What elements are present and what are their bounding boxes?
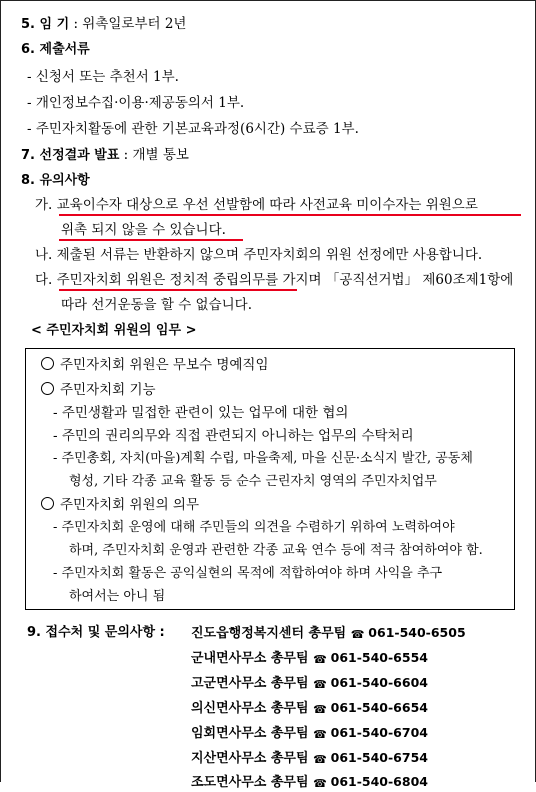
phone-icon: ☎ bbox=[313, 777, 327, 790]
office-name: 지산면사무소 총무팀 bbox=[191, 751, 309, 766]
term-line: 5. 임 기 : 위촉일로부터 2년 bbox=[21, 16, 187, 32]
office-name: 조도면사무소 총무팀 bbox=[191, 775, 309, 790]
phone-icon: ☎ bbox=[313, 753, 327, 766]
circle-bullet-icon bbox=[41, 497, 54, 510]
function-item-line2: 형성, 기타 각종 교육 활동 등 순수 근린자치 영역의 주민자치업무 bbox=[69, 474, 437, 489]
duty-circle-item: 주민자치회 기능 bbox=[41, 381, 535, 399]
term-text: 위촉일로부터 2년 bbox=[82, 16, 187, 32]
red-underline bbox=[59, 289, 297, 291]
contact-row bbox=[191, 674, 428, 693]
contact-row bbox=[191, 624, 466, 643]
phone-number: 061-540-6554 bbox=[330, 650, 428, 665]
phone-number: 061-540-6505 bbox=[368, 625, 466, 640]
note-da-line1: 다. 주민자치회 위원은 정치적 중립의무를 가지며 「공직선거법」 제60조제1항에 bbox=[35, 272, 514, 288]
contact-row bbox=[191, 649, 428, 668]
office-name: 의신면사무소 총무팀 bbox=[191, 701, 309, 716]
note-ga-line1: 가. 교육이수자 대상으로 우선 선발함에 따라 사전교육 미이수자는 위원으로 bbox=[35, 197, 478, 213]
obligation-item-line1: - 주민자치회 활동은 공익실현의 목적에 적합하여야 하며 사익을 추구 bbox=[53, 566, 443, 581]
obligation-item-line2: 하며, 주민자치회 운영과 관련한 각종 교육 연수 등에 적극 참여하여야 함. bbox=[69, 543, 483, 558]
phone-icon: ☎ bbox=[350, 628, 365, 641]
document-item: - 주민자치활동에 관한 기본교육과정(6시간) 수료증 1부. bbox=[27, 121, 359, 137]
phone-icon: ☎ bbox=[313, 653, 327, 666]
office-name: 진도읍행정복지센터 총무팀 bbox=[191, 626, 347, 641]
office-name: 고군면사무소 총무팀 bbox=[191, 676, 309, 691]
note-da-line2: 따라 선거운동을 할 수 없습니다. bbox=[61, 297, 252, 313]
office-name: 군내면사무소 총무팀 bbox=[191, 651, 309, 666]
phone-number: 061-540-6604 bbox=[330, 675, 428, 690]
function-item: - 주민생활과 밀접한 관련이 있는 업무에 대한 협의 bbox=[53, 405, 349, 421]
phone-number: 061-540-6654 bbox=[330, 700, 428, 715]
obligation-item-line1: - 주민자치회 운영에 대해 주민들의 의견을 수렴하기 위하여 노력하여야 bbox=[53, 520, 455, 535]
duty-title: < 주민자치회 위원의 임무 > bbox=[31, 323, 197, 338]
term-label: 5. 임 기 bbox=[21, 17, 70, 32]
result-text: : 개별 통보 bbox=[119, 147, 189, 163]
phone-icon: ☎ bbox=[313, 703, 327, 716]
contact-row bbox=[191, 773, 428, 792]
obligation-item-line2: 하여서는 아니 됨 bbox=[69, 589, 166, 604]
circle-bullet-icon bbox=[41, 382, 54, 395]
function-item: - 주민의 권리의무와 직접 관련되지 아니하는 업무의 수탁처리 bbox=[53, 428, 414, 444]
note-ga-line2: 위촉 되지 않을 수 있습니다. bbox=[61, 222, 226, 238]
notes-title: 8. 유의사항 bbox=[21, 173, 90, 188]
documents-title: 6. 제출서류 bbox=[21, 42, 90, 57]
contact-title: 9. 접수처 및 문의사항 : bbox=[27, 625, 165, 640]
phone-number: 061-540-6804 bbox=[330, 774, 428, 789]
document-item: - 신청서 또는 추천서 1부. bbox=[27, 69, 179, 85]
result-line bbox=[21, 146, 535, 165]
contact-row bbox=[191, 749, 428, 768]
contact-row bbox=[191, 699, 428, 718]
contact-row bbox=[191, 724, 428, 743]
result-title: 7. 선정결과 발표 bbox=[21, 148, 120, 163]
phone-number: 061-540-6704 bbox=[330, 725, 428, 740]
office-name: 임회면사무소 총무팀 bbox=[191, 726, 309, 741]
duty-circle-item: 주민자치회 위원의 의무 bbox=[41, 496, 535, 514]
phone-icon: ☎ bbox=[313, 728, 327, 741]
red-underline bbox=[59, 239, 243, 241]
note-na: 나. 제출된 서류는 반환하지 않으며 주민자치회의 위원 선정에만 사용합니다. bbox=[35, 247, 483, 263]
function-item-line1: - 주민총회, 자치(마을)계획 수립, 마을축제, 마을 신문·소식지 발간, 공동체 bbox=[53, 451, 473, 466]
red-underline bbox=[59, 214, 521, 216]
phone-number: 061-540-6754 bbox=[330, 750, 428, 765]
duty-circle-item: 주민자치회 위원은 무보수 명예직임 bbox=[41, 356, 535, 374]
circle-bullet-icon bbox=[41, 357, 54, 370]
document-item: - 개인정보수집·이용·제공동의서 1부. bbox=[27, 95, 245, 111]
phone-icon: ☎ bbox=[313, 678, 327, 691]
